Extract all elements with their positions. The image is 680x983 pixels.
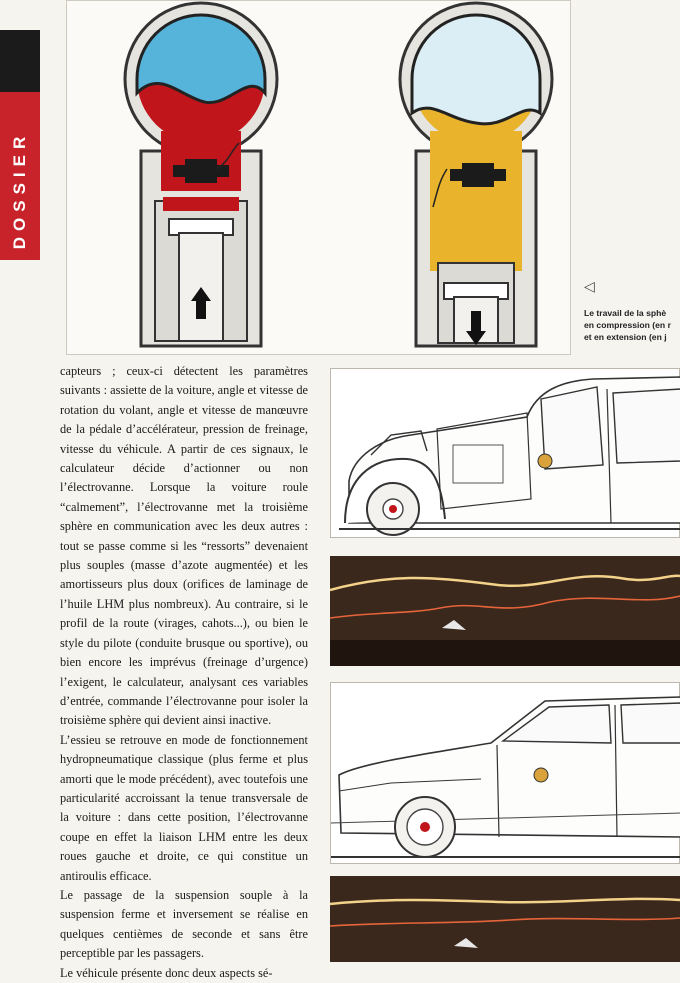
section-tab-band bbox=[0, 30, 40, 92]
section-tab-label: DOSSIER bbox=[10, 130, 29, 250]
road-trace-strip-2 bbox=[330, 876, 680, 962]
car-illustrations bbox=[326, 362, 680, 962]
caption-line-1: Le travail de la sphè bbox=[584, 308, 667, 318]
car-illustration-traction bbox=[330, 368, 680, 538]
road-trace-1 bbox=[330, 556, 680, 666]
article-paragraph-3: Le passage de la suspension souple à la suspension ferme et inversement se réalise en quelques centièmes de seconde et sans être perceptible par les passagers. bbox=[60, 887, 308, 961]
sphere-diagram bbox=[67, 1, 572, 356]
car-traction-drawing bbox=[331, 369, 680, 539]
caption-line-3: et en extension (en j bbox=[584, 332, 667, 342]
road-trace-strip-1 bbox=[330, 556, 680, 666]
car-gs-drawing bbox=[331, 683, 680, 865]
section-tab bbox=[0, 30, 40, 260]
car-illustration-gs bbox=[330, 682, 680, 864]
article-body bbox=[60, 362, 308, 983]
sphere-compression bbox=[125, 3, 277, 346]
article-paragraph-4: Le véhicule présente donc deux aspects sé- bbox=[60, 965, 273, 980]
article-paragraph-2: L’essieu se retrouve en mode de fonctionnement hydropneumatique classique (plus ferme et plus amorti que le mode précédent), avec toutefois une particularité accroissant la tenue transversale de la voiture : dans cette position, l’électrovanne coupe en effet la liaison LHM entre les deux roues gauche et droite, ce qui constitue un antiroulis efficace. bbox=[60, 732, 308, 883]
sphere-illustration bbox=[66, 0, 571, 355]
caption-triangle-icon: ◁ bbox=[584, 278, 595, 294]
sphere-extension bbox=[400, 3, 552, 346]
article-paragraph-1: capteurs ; ceux-ci détectent les paramètres suivants : assiette de la voiture, angle et vitesse de rotation du volant, angle et vitesse de manœuvre de la pédale d’accélérateur, pression de freinage, vitesse du véhicule. A partir de ces signaux, le calculateur décide d’actionner ou non l’électrovanne. Lorsque la voiture roule “calmement”, l’électrovanne met la troisième sphère en communication avec les deux autres : tout se passe comme si les “ressorts” devenaient plus souples (masse d’azote augmentée) et les amortisseurs plus doux (orifices de laminage de l’huile LHM plus nombreux). Au contraire, si le profil de la route (virages, cahots...), ou bien le style du pilote (conduite brusque ou sportive), ou bien encore les imprévus (freinage d’urgence) l’exigent, le calculateur, analysant ces variables d’entrée, commande l’électrovanne pour isoler la troisième sphère qui devient ainsi inactive. bbox=[60, 364, 308, 728]
caption-text bbox=[584, 307, 680, 343]
road-trace-2 bbox=[330, 876, 680, 962]
caption-line-2: en compression (en r bbox=[584, 320, 671, 330]
